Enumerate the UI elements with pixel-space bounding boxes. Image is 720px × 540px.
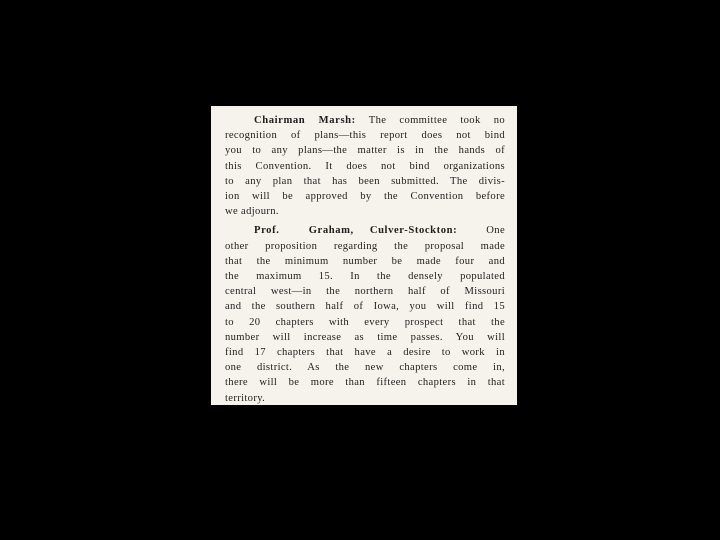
paragraph-chairman-marsh	[225, 113, 505, 219]
paragraph-line: there will be more than fifteen chapters in that	[225, 377, 505, 389]
speaker-name: Prof. Graham,	[254, 225, 354, 237]
document-page	[211, 106, 517, 405]
paragraph-line: ion will be approved by the Convention before	[225, 191, 505, 203]
speaker-affiliation: Culver-Stockton:	[369, 225, 458, 237]
paragraph-line	[225, 113, 505, 128]
paragraph-line: number will increase as time passes. You will	[225, 331, 505, 343]
line-text: One	[486, 225, 505, 237]
paragraph-line: that the minimum number be made four and	[225, 255, 505, 267]
line-text: The committee took no	[368, 115, 506, 126]
paragraph-line: other proposition regarding the proposal made	[225, 240, 505, 252]
paragraph-line: to any plan that has been submitted. The divis-	[225, 175, 505, 187]
paragraph-line	[225, 223, 505, 238]
paragraph-line: territory.	[225, 392, 266, 404]
paragraph-line: central west—in the northern half of Missouri	[225, 286, 505, 298]
paragraph-line: find 17 chapters that have a desire to work in	[225, 347, 505, 359]
paragraph-line: recognition of plans—this report does not bind	[225, 130, 505, 142]
paragraph-prof-graham	[225, 223, 505, 405]
paragraph-line: the maximum 15. In the densely populated	[225, 271, 505, 283]
paragraph-line: to 20 chapters with every prospect that the	[225, 316, 505, 328]
speaker-name: Chairman Marsh:	[254, 115, 356, 126]
paragraph-line: we adjourn.	[225, 206, 279, 218]
paragraph-line: and the southern half of Iowa, you will find 15	[225, 301, 505, 313]
paragraph-line: this Convention. It does not bind organizations	[225, 160, 505, 172]
paragraph-line: you to any plans—the matter is in the hands of	[225, 145, 505, 157]
paragraph-line: one district. As the new chapters come in,	[225, 362, 505, 374]
